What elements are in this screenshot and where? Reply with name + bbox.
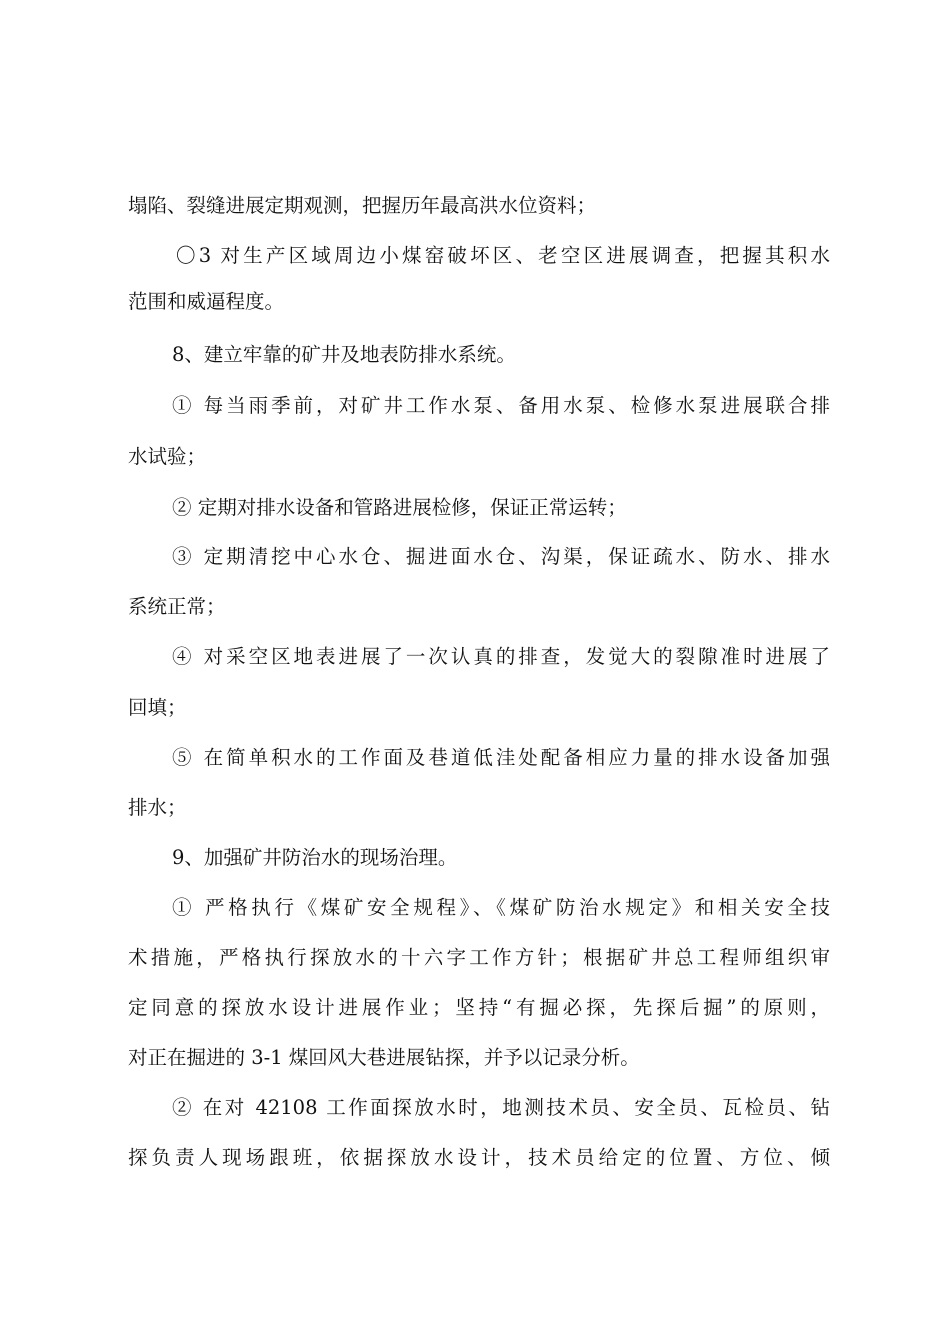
text-line: 排水；: [128, 796, 187, 819]
text-line: 对正在掘进的 3-1 煤回风大巷进展钻探，并予以记录分析。: [128, 1046, 640, 1069]
text-line: 水试验；: [128, 445, 207, 468]
text-line: 回填；: [128, 696, 187, 719]
text-line: 探负责人现场跟班，依据探放水设计，技术员给定的位置、方位、倾: [128, 1146, 830, 1169]
text-line: 术措施，严格执行探放水的十六字工作方针；根据矿井总工程师组织审: [128, 946, 830, 969]
text-line: 9、加强矿井防治水的现场治理。: [172, 846, 458, 869]
text-line: 〇3 对生产区域周边小煤窑破坏区、老空区进展调查，把握其积水: [176, 244, 830, 267]
text-line: ① 严格执行《煤矿安全规程》、《煤矿防治水规定》和相关安全技: [172, 896, 830, 919]
text-line: 定同意的探放水设计进展作业；坚持“有掘必探，先探后掘”的原则，: [128, 996, 830, 1019]
text-line: ① 每当雨季前，对矿井工作水泵、备用水泵、检修水泵进展联合排: [172, 394, 830, 417]
text-line: 系统正常；: [128, 595, 226, 618]
text-line: ② 定期对排水设备和管路进展检修，保证正常运转；: [172, 496, 627, 519]
text-line: 范围和威逼程度。: [128, 290, 285, 313]
text-line: 塌陷、裂缝进展定期观测，把握历年最高洪水位资料；: [128, 194, 597, 217]
text-line: ② 在对 42108 工作面探放水时，地测技术员、安全员、瓦检员、钻: [172, 1096, 830, 1119]
text-line: ⑤ 在简单积水的工作面及巷道低洼处配备相应力量的排水设备加强: [172, 746, 830, 769]
text-line: ④ 对采空区地表进展了一次认真的排查，发觉大的裂隙准时进展了: [172, 645, 830, 668]
text-line: 8、建立牢靠的矿井及地表防排水系统。: [172, 343, 516, 366]
text-line: ③ 定期清挖中心水仓、掘进面水仓、沟渠，保证疏水、防水、排水: [172, 545, 830, 568]
